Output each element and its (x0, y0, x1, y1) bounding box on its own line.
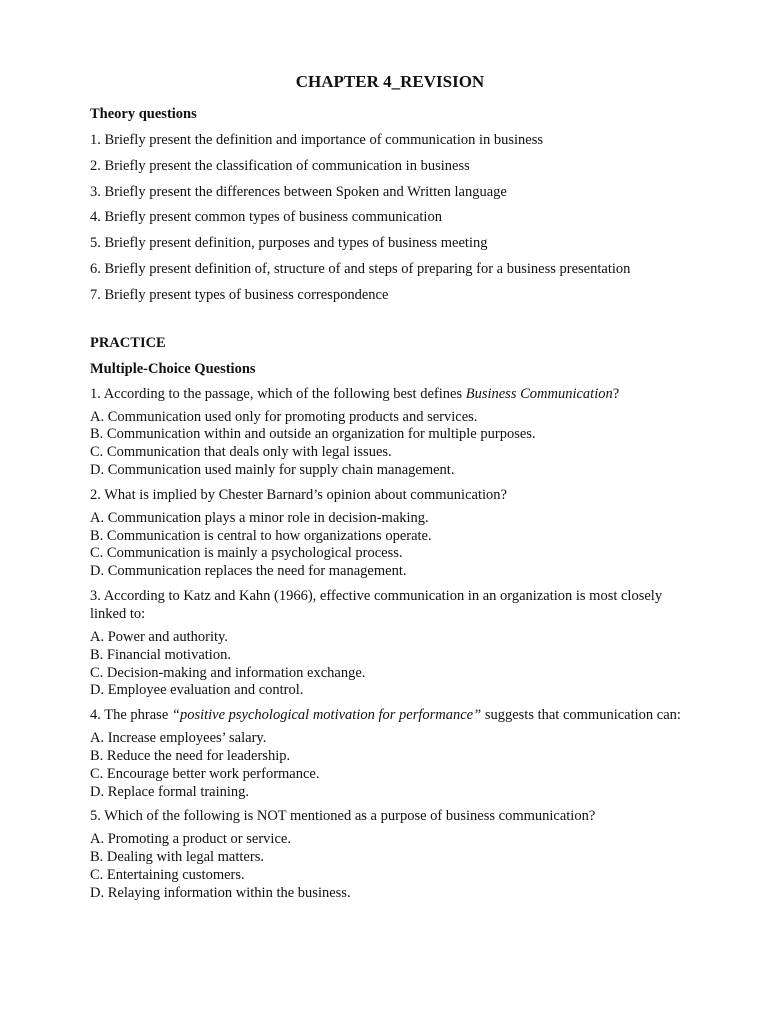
question-text: 4. The phrase (90, 707, 172, 724)
answer-option: B. Communication within and outside an organization for multiple purposes. (90, 426, 536, 443)
mcq-question-1 (90, 385, 690, 403)
mcq-question-5 (90, 807, 690, 825)
mcq-heading: Multiple-Choice Questions (90, 360, 256, 377)
theory-question: 5. Briefly present definition, purposes and types of business meeting (90, 235, 488, 252)
answer-option: C. Encourage better work performance. (90, 765, 320, 782)
answer-option: D. Employee evaluation and control. (90, 682, 304, 699)
section-spacer (90, 311, 690, 333)
answer-option: D. Relaying information within the business. (90, 884, 351, 901)
mcq-question-3 (90, 587, 690, 623)
answer-option: A. Increase employees’ salary. (90, 730, 267, 747)
question-emphasis: Business Communication (465, 385, 613, 402)
page-title: CHAPTER 4_REVISION (295, 72, 485, 91)
answer-option: B. Reduce the need for leadership. (90, 747, 291, 764)
answer-option: A. Power and authority. (90, 628, 228, 645)
answer-option: A. Communication used only for promoting products and services. (90, 408, 478, 425)
answer-option: C. Decision-making and information exchange. (90, 664, 366, 681)
answer-option: D. Communication replaces the need for management. (90, 563, 407, 580)
question-text: 5. Which of the following is NOT mentioned as a purpose of business communication? (90, 808, 596, 825)
answer-option: A. Communication plays a minor role in decision-making. (90, 509, 429, 526)
mcq-options-5 (90, 831, 690, 902)
answer-option: B. Financial motivation. (90, 646, 231, 663)
mcq-options-1 (90, 409, 690, 480)
answer-option: C. Communication is mainly a psychological process. (90, 545, 403, 562)
theory-question: 2. Briefly present the classification of communication in business (90, 157, 470, 174)
mcq-question-4 (90, 706, 690, 724)
question-text: 1. According to the passage, which of the following best defines (90, 385, 466, 402)
theory-question-list (90, 130, 690, 305)
answer-option: D. Replace formal training. (90, 783, 250, 800)
answer-option: B. Communication is central to how organizations operate. (90, 527, 432, 544)
answer-option: A. Promoting a product or service. (90, 831, 291, 848)
answer-option: D. Communication used mainly for supply chain management. (90, 461, 455, 478)
answer-option: B. Dealing with legal matters. (90, 849, 264, 866)
answer-option: C. Communication that deals only with legal issues. (90, 444, 392, 461)
question-text-end: suggests that communication can: (481, 707, 681, 724)
answer-option: C. Entertaining customers. (90, 866, 245, 883)
question-text-end: ? (612, 385, 620, 402)
question-text: 2. What is implied by Chester Barnard’s opinion about communication? (90, 486, 507, 503)
mcq-options-2 (90, 510, 690, 581)
theory-question: 1. Briefly present the definition and importance of communication in business (90, 132, 544, 148)
document-page (90, 70, 690, 909)
theory-question: 7. Briefly present types of business correspondence (90, 286, 389, 303)
mcq-options-4 (90, 730, 690, 801)
question-text: 3. According to Katz and Kahn (1966), effective communication in an organization is most closely linked to: (90, 587, 663, 622)
mcq-options-3 (90, 629, 690, 700)
theory-question: 6. Briefly present definition of, structure of and steps of preparing for a business presentation (90, 260, 631, 277)
practice-heading: PRACTICE (90, 334, 166, 351)
question-emphasis: “positive psychological motivation for performance” (171, 707, 482, 724)
mcq-question-2 (90, 486, 690, 504)
theory-question: 4. Briefly present common types of business communication (90, 209, 442, 226)
theory-question: 3. Briefly present the differences between Spoken and Written language (90, 183, 507, 200)
theory-heading: Theory questions (90, 106, 197, 122)
